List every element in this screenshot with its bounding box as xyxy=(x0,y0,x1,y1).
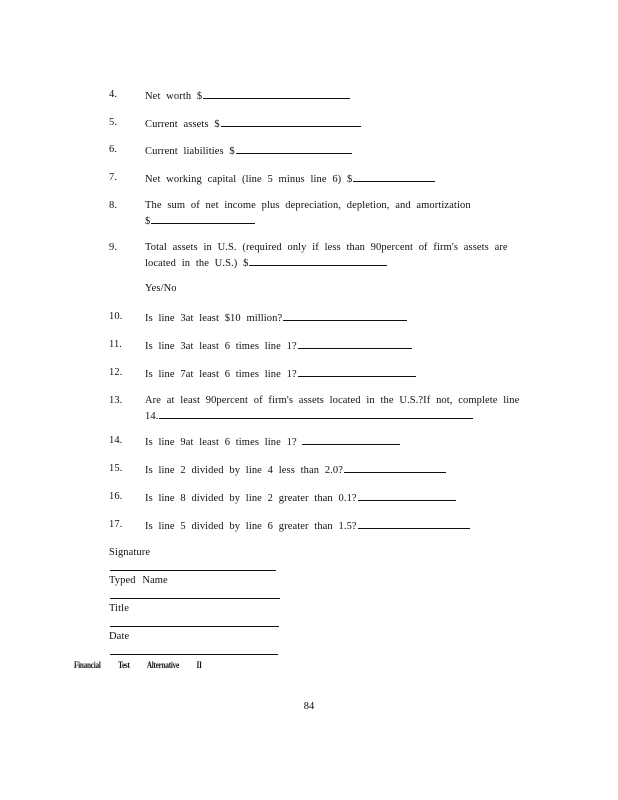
line-number: 16. xyxy=(109,491,123,502)
line-number: 11. xyxy=(109,339,123,350)
line-number: 12. xyxy=(109,367,123,378)
fill-in-blank[interactable] xyxy=(283,310,407,321)
date-label: Date xyxy=(109,631,130,642)
document-page: 4. Net worth $ 5. Current assets $ 6. Current liabilities $ 7. Net working capital (line 5 minus line 6) $ 8. The sum of net income plus depreciation, depletion, and amortization $ 9. Total assets in U.S. (required only if less than 90percent of firm's assets are located in the U.S.) $ Yes/No 10. Is line 3at least $10 million? 11. Is line 3at least 6 times line 1? 12. Is line 7at least 6 times line 1? 13. Are at least 90percent of firm's assets located in the U.S.?If not, complete line 14. 14. Is line 9at least 6 times line 1? 15. Is line 2 divided by line 4 less than 2.0? 16. Is line 8 divided by line 2 greater than 0.1? 17. Is line 5 divided by line 6 greater than 1.5? Signature Typed Name Title Date Financial Test Alternative II 84 xyxy=(0,0,618,800)
signature-label: Signature xyxy=(109,547,151,558)
line-number: 7. xyxy=(109,172,118,183)
line-number: 10. xyxy=(109,311,123,322)
fill-in-blank[interactable] xyxy=(344,462,446,473)
fill-in-blank[interactable] xyxy=(358,518,470,529)
line-number: 13. xyxy=(109,395,123,406)
fill-in-blank[interactable] xyxy=(358,490,456,501)
fill-in-blank[interactable] xyxy=(298,366,416,377)
date-field[interactable] xyxy=(110,644,278,655)
signature-field[interactable] xyxy=(110,560,276,571)
line-text: Is line 7at least 6 times line 1? xyxy=(145,369,297,380)
line-text: Net working capital (line 5 minus line 6) $ xyxy=(145,174,353,185)
typed-name-label: Typed Name xyxy=(109,575,168,586)
line-text: Current assets $ xyxy=(145,119,220,130)
fill-in-blank[interactable] xyxy=(249,255,387,266)
line-text-continued: located in the U.S.) $ xyxy=(145,258,249,269)
line-text: Net worth $ xyxy=(145,91,203,102)
line-text: Is line 5 divided by line 6 greater than 1.5? xyxy=(145,521,357,532)
line-text: Are at least 90percent of firm's assets located in the U.S.?If not, complete line xyxy=(145,395,520,406)
line-text: Is line 3at least $10 million? xyxy=(145,313,283,324)
fill-in-blank[interactable] xyxy=(353,171,435,182)
footer-caption: Financial Test Alternative II xyxy=(74,660,202,670)
line-text-continued: 14. xyxy=(145,411,159,422)
typed-name-field[interactable] xyxy=(110,588,280,599)
line-text: Is line 3at least 6 times line 1? xyxy=(145,341,297,352)
line-text: Is line 9at least 6 times line 1? xyxy=(145,437,297,448)
line-number: 5. xyxy=(109,117,118,128)
line-number: 8. xyxy=(109,200,118,211)
fill-in-blank[interactable] xyxy=(298,338,412,349)
title-label: Title xyxy=(109,603,129,614)
line-number: 4. xyxy=(109,89,118,100)
line-text: Total assets in U.S. (required only if less than 90percent of firm's assets are xyxy=(145,242,508,253)
fill-in-blank[interactable] xyxy=(203,88,350,99)
title-field[interactable] xyxy=(110,616,279,627)
line-number: 9. xyxy=(109,242,118,253)
fill-in-blank[interactable] xyxy=(221,116,361,127)
page-number: 84 xyxy=(303,701,315,712)
fill-in-blank[interactable] xyxy=(302,434,400,445)
line-text: Is line 2 divided by line 4 less than 2.0? xyxy=(145,465,344,476)
line-number: 6. xyxy=(109,144,118,155)
fill-in-blank[interactable] xyxy=(236,143,352,154)
line-text: Is line 8 divided by line 2 greater than 0.1? xyxy=(145,493,357,504)
line-number: 14. xyxy=(109,435,123,446)
line-text: The sum of net income plus depreciation, depletion, and amortization xyxy=(145,200,471,211)
line-number: 15. xyxy=(109,463,123,474)
fill-in-blank[interactable] xyxy=(151,213,255,224)
fill-in-blank[interactable] xyxy=(159,408,473,419)
line-number: 17. xyxy=(109,519,123,530)
line-text-continued: $ xyxy=(145,216,151,227)
line-text: Current liabilities $ xyxy=(145,146,235,157)
